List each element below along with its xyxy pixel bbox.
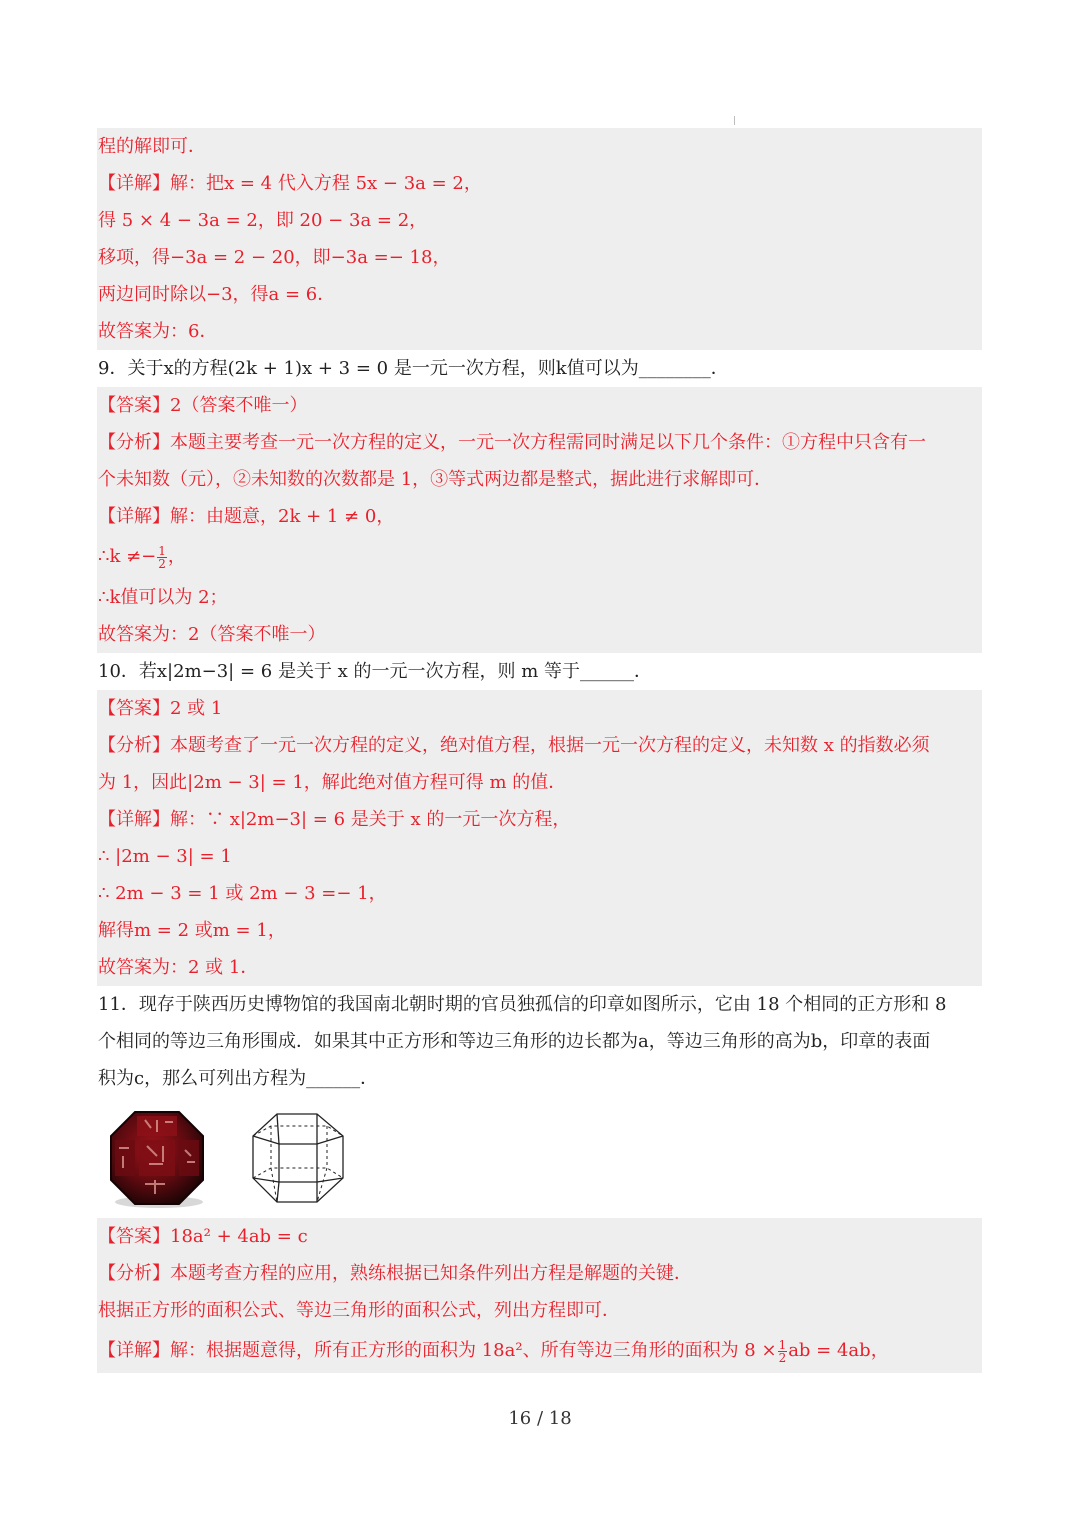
q9-analysis-2: 个未知数（元），②未知数的次数都是 1，③等式两边都是整式，据此进行求解即可．	[98, 469, 773, 490]
q9-detail-3: ∴k值可以为 2；	[98, 587, 228, 608]
q11-solution	[97, 1218, 982, 1373]
q9-question: 9．关于x的方程(2k + 1)x + 3 = 0 是一元一次方程，则k值可以为________．	[97, 350, 982, 387]
q11-question-1: 11．现存于陕西历史博物馆的我国南北朝时期的官员独孤信的印章如图所示，它由 18 个相同的正方形和 8	[97, 986, 982, 1023]
q8-line-2: 得 5 × 4 − 3a = 2，即 20 − 3a = 2，	[98, 210, 428, 231]
q10-analysis-1: 【分析】本题考查了一元一次方程的定义，绝对值方程，根据一元一次方程的定义，未知数 x 的指数必须	[98, 735, 930, 756]
q8-line-5: 故答案为：6．	[98, 321, 218, 342]
page-top-tick	[734, 116, 735, 125]
q9-fraction	[157, 545, 167, 570]
q8-line-0: 程的解即可．	[98, 136, 206, 157]
q9-detail-2-prefix: ∴k ≠−	[98, 546, 157, 567]
q10-question: 10．若x|2m−3| = 6 是关于 x 的一元一次方程，则 m 等于______．	[97, 653, 982, 690]
q11-question-2: 个相同的等边三角形围成．如果其中正方形和等边三角形的边长都为a，等边三角形的高为b，印章的表面	[97, 1023, 982, 1060]
q9-detail-2-suffix: ，	[167, 546, 186, 567]
q8-line-1: 【详解】解：把x = 4 代入方程 5x − 3a = 2，	[98, 173, 482, 194]
page-number: 16 / 18	[508, 1408, 572, 1429]
q11-fraction	[778, 1339, 788, 1364]
polyhedron-wireframe-icon	[249, 1108, 347, 1208]
q9-analysis-1: 【分析】本题主要考查一元一次方程的定义，一元一次方程需同时满足以下几个条件：①方程中只含有一	[98, 432, 926, 453]
q11-figures	[97, 1097, 982, 1218]
q10-detail-1: 【详解】解：∵ x|2m−3| = 6 是关于 x 的一元一次方程，	[98, 809, 571, 830]
q10-detail-4: 解得m = 2 或m = 1，	[98, 920, 286, 941]
q9-fraction-num: 1	[158, 543, 166, 558]
q9-solution	[97, 387, 982, 653]
q8-line-3: 移项，得−3a = 2 − 20，即−3a =− 18，	[98, 247, 451, 268]
q10-detail-3: ∴ 2m − 3 = 1 或 2m − 3 =− 1，	[98, 883, 387, 904]
q8-line-4: 两边同时除以−3，得a = 6．	[98, 284, 336, 305]
q11-detail-prefix: 【详解】解：根据题意得，所有正方形的面积为 18a²、所有等边三角形的面积为 8 ×	[98, 1340, 777, 1361]
q10-analysis-2: 为 1，因此|2m − 3| = 1，解此绝对值方程可得 m 的值．	[98, 772, 567, 793]
q11-fraction-num: 1	[778, 1337, 787, 1352]
q11-question-3: 积为c，那么可列出方程为______．	[97, 1060, 982, 1097]
q9-detail-2	[97, 535, 982, 579]
q8-solution	[97, 128, 982, 350]
q10-answer: 【答案】2 或 1	[98, 698, 223, 719]
q10-final: 故答案为：2 或 1．	[98, 957, 259, 978]
q11-fraction-den: 2	[778, 1350, 787, 1365]
q10-detail-2: ∴ |2m − 3| = 1	[98, 846, 232, 867]
q11-answer: 【答案】18a² + 4ab = c	[98, 1226, 308, 1247]
seal-photo-icon	[105, 1106, 209, 1210]
q9-answer: 【答案】2（答案不唯一）	[98, 395, 308, 416]
q9-fraction-den: 2	[158, 556, 166, 571]
q9-final: 故答案为：2（答案不唯一）	[98, 624, 326, 645]
q11-detail	[97, 1329, 982, 1373]
q11-detail-suffix: ab = 4ab，	[788, 1340, 889, 1361]
q11-analysis-2: 根据正方形的面积公式、等边三角形的面积公式，列出方程即可．	[98, 1300, 620, 1321]
q9-detail-1: 【详解】解：由题意，2k + 1 ≠ 0，	[98, 506, 395, 527]
q10-solution	[97, 690, 982, 986]
q11-analysis-1: 【分析】本题考查方程的应用，熟练根据已知条件列出方程是解题的关键．	[98, 1263, 692, 1284]
page-content	[97, 128, 982, 1373]
